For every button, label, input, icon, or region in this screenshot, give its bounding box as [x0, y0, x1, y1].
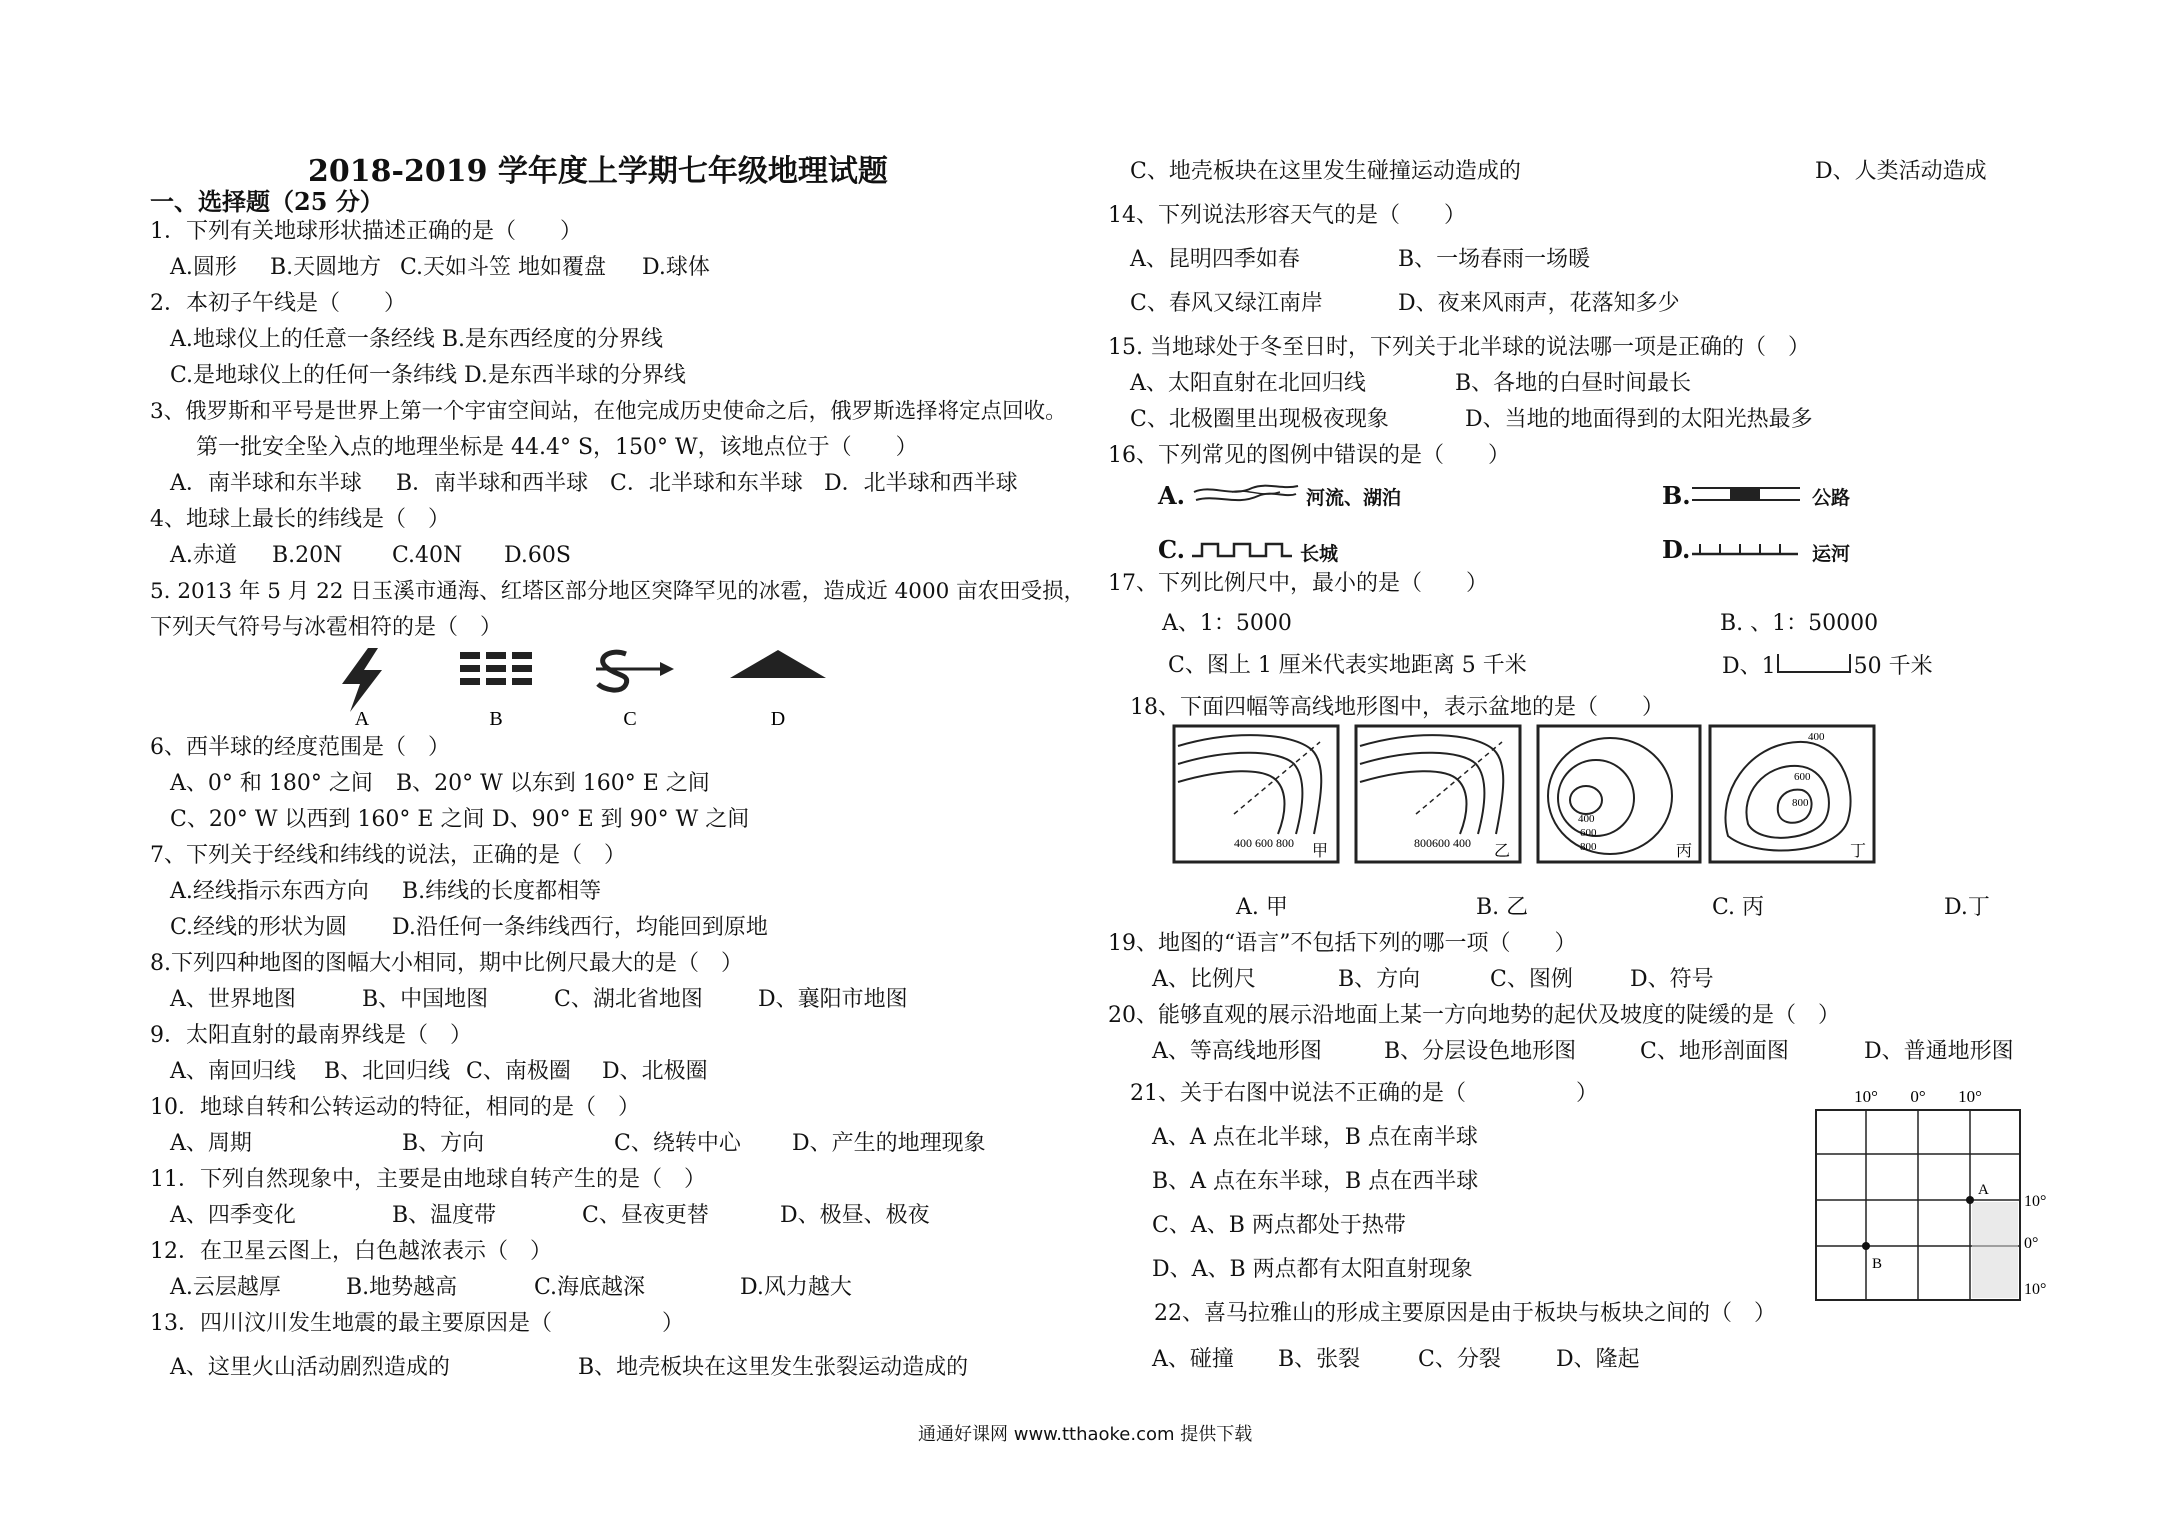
- question-17: 17、下列比例尺中，最小的是（ ）: [1108, 571, 1488, 596]
- question-22: 22、喜马拉雅山的形成主要原因是由于板块与板块之间的（ ）: [1154, 1301, 1776, 1326]
- question-13: 13．四川汶川发生地震的最主要原因是（ ）: [150, 1311, 684, 1336]
- q1-option-b: B.天圆地方: [270, 255, 382, 280]
- q11-option-c: C、昼夜更替: [582, 1203, 709, 1228]
- q20-options: [1152, 1038, 2014, 1066]
- q4-options: [170, 542, 571, 570]
- question-4: 4、地球上最长的纬线是（ ）: [150, 507, 450, 532]
- q16-option-c: 长城: [1300, 543, 1339, 565]
- q9-option-c: C、南极圈: [466, 1059, 571, 1084]
- q18-option-d: D.丁: [1944, 895, 1990, 920]
- question-15: 15. 当地球处于冬至日时，下列关于北半球的说法哪一项是正确的（ ）: [1108, 335, 1810, 360]
- q19-options: [1152, 966, 1714, 994]
- contour-ding-400: 400: [1808, 731, 1825, 743]
- q10-options: [170, 1130, 986, 1158]
- q11-option-d: D、极昼、极夜: [780, 1203, 930, 1228]
- q19-option-b: B、方向: [1338, 967, 1421, 992]
- contour-ding-800: 800: [1792, 797, 1809, 809]
- q7-option-c: C.经线的形状为圆: [170, 915, 348, 940]
- question-9: 9．太阳直射的最南界线是（ ）: [150, 1023, 472, 1048]
- q6-options-ab: [170, 770, 710, 798]
- q14-options-cd: [1130, 290, 1680, 318]
- grid-top-label-west: 10°: [1854, 1087, 1878, 1106]
- question-5: 5. 2013 年 5 月 22 日玉溪市通海、红塔区部分地区突降罕见的冰雹，造成近 4000 亩农田受损，: [150, 579, 1086, 604]
- question-10: 10．地球自转和公转运动的特征，相同的是（ ）: [150, 1095, 640, 1120]
- q10-option-c: C、绕转中心: [614, 1131, 741, 1156]
- question-18: 18、下面四幅等高线地形图中，表示盆地的是（ ）: [1130, 695, 1664, 720]
- q13-option-b: B、地壳板块在这里发生张裂运动造成的: [578, 1355, 969, 1380]
- lightning-icon: [342, 648, 382, 712]
- q3-options: [170, 470, 1018, 498]
- q18-option-a: A. 甲: [1236, 895, 1288, 920]
- q4-option-c: C.40N: [392, 543, 463, 568]
- grid-side-label-south: 10°: [2024, 1281, 2047, 1298]
- question-7: 7、下列关于经线和纬线的说法，正确的是（ ）: [150, 843, 626, 868]
- q7-options-ab: [170, 878, 601, 906]
- q13-option-a: A、这里火山活动剧烈造成的: [170, 1355, 450, 1380]
- q13-options-ab: [170, 1354, 968, 1382]
- q17-option-b: B. 、1：50000: [1720, 611, 1879, 636]
- q7-options-cd: [170, 914, 768, 942]
- question-2: 2．本初子午线是（ ）: [150, 291, 406, 316]
- q16-letter-c: C.: [1158, 535, 1186, 564]
- q3-option-a: A．南半球和东半球: [170, 471, 362, 496]
- q8-options: [170, 986, 908, 1014]
- contour-bing-800: 800: [1580, 841, 1597, 853]
- q1-option-c: C.天如斗笠 地如覆盘: [400, 255, 607, 280]
- section-heading: 一、选择题（25 分）: [150, 187, 384, 216]
- contour-jia-name: 甲: [1312, 843, 1329, 860]
- q11-option-a: A、四季变化: [170, 1203, 296, 1228]
- q3-option-d: D．北半球和西半球: [824, 471, 1018, 496]
- road-symbol-icon: [1690, 484, 1802, 506]
- q6-options-cd: [170, 806, 749, 834]
- q7-option-b: B.纬线的长度都相等: [402, 879, 602, 904]
- fog-icon: [460, 652, 532, 685]
- q9-option-a: A、南回归线: [170, 1059, 296, 1084]
- q4-option-a: A.赤道: [170, 543, 237, 568]
- q17-option-d-end: 50 千米: [1853, 654, 1933, 679]
- question-16: 16、下列常见的图例中错误的是（ ）: [1108, 443, 1510, 468]
- q20-option-d: D、普通地形图: [1864, 1039, 2014, 1064]
- contour-yi-name: 乙: [1494, 843, 1511, 860]
- q8-option-c: C、湖北省地图: [554, 987, 703, 1012]
- question-5-cont: 下列天气符号与冰雹相符的是（ ）: [150, 615, 503, 640]
- q10-option-a: A、周期: [170, 1131, 252, 1156]
- q4-option-b: B.20N: [272, 543, 343, 568]
- q6-option-c: C、20° W 以西到 160° E 之间: [170, 807, 485, 832]
- weather-label-d: D: [770, 708, 786, 730]
- q7-option-a: A.经线指示东西方向: [170, 879, 369, 904]
- q10-option-b: B、方向: [402, 1131, 485, 1156]
- contour-map-yi: [1354, 724, 1524, 866]
- q6-option-d: D、90° E 到 90° W 之间: [492, 807, 750, 832]
- q12-option-c: C.海底越深: [534, 1275, 646, 1300]
- weather-symbols: [330, 640, 830, 730]
- q21-option-c: C、A、B 两点都处于热带: [1152, 1213, 1406, 1238]
- q3-option-b: B．南半球和西半球: [396, 471, 589, 496]
- footer-source: 通通好课网 www.tthaoke.com 提供下载: [918, 1424, 1253, 1445]
- weather-label-a: A: [354, 708, 370, 730]
- grid-side-label-north: 10°: [2024, 1193, 2047, 1210]
- great-wall-symbol-icon: [1190, 538, 1294, 562]
- q9-options: [170, 1058, 708, 1086]
- q3-option-c: C．北半球和东半球: [610, 471, 803, 496]
- q17-option-d-start: D、1: [1722, 654, 1776, 679]
- q15-option-c: C、北极圈里出现极夜现象: [1130, 407, 1389, 432]
- question-3: 3、俄罗斯和平号是世界上第一个宇宙空间站，在他完成历史使命之后，俄罗斯选择将定点回收。: [150, 399, 1067, 424]
- grid-point-b: [1862, 1242, 1870, 1250]
- q22-option-c: C、分裂: [1418, 1347, 1501, 1372]
- grid-top-label-east: 10°: [1958, 1087, 1982, 1106]
- river-symbol-icon: [1192, 480, 1302, 510]
- question-19: 19、地图的“语言”不包括下列的哪一项（ ）: [1108, 931, 1577, 956]
- q8-option-b: B、中国地图: [362, 987, 489, 1012]
- canal-symbol-icon: [1690, 538, 1800, 562]
- contour-map-ding: [1708, 724, 1878, 866]
- q20-option-c: C、地形剖面图: [1640, 1039, 1789, 1064]
- grid-point-a: [1966, 1196, 1974, 1204]
- q17-option-c: C、图上 1 厘米代表实地距离 5 千米: [1168, 653, 1527, 678]
- sandstorm-icon: [596, 652, 674, 690]
- q15-option-b: B、各地的白昼时间最长: [1455, 371, 1692, 396]
- q1-option-d: D.球体: [642, 255, 710, 280]
- q12-option-d: D.风力越大: [740, 1275, 852, 1300]
- q1-option-a: A.圆形: [170, 255, 237, 280]
- q16-option-a: 河流、湖泊: [1306, 487, 1402, 509]
- q15-option-a: A、太阳直射在北回归线: [1130, 371, 1366, 396]
- q22-options: [1152, 1346, 1640, 1374]
- grid-point-b-label: B: [1872, 1256, 1883, 1272]
- q14-option-a: A、昆明四季如春: [1130, 247, 1300, 272]
- q8-option-a: A、世界地图: [170, 987, 296, 1012]
- q16-option-b: 公路: [1812, 487, 1851, 509]
- q6-option-a: A、0° 和 180° 之间: [170, 771, 373, 796]
- question-14: 14、下列说法形容天气的是（ ）: [1108, 203, 1466, 228]
- q21-option-b: B、A 点在东半球，B 点在西半球: [1152, 1169, 1479, 1194]
- contour-yi-values: 800600 400: [1414, 836, 1471, 850]
- q19-option-c: C、图例: [1490, 967, 1573, 992]
- q22-option-b: B、张裂: [1278, 1347, 1361, 1372]
- q17-option-d: [1722, 652, 1933, 681]
- q15-options-ab: [1130, 370, 1691, 398]
- question-1: 1．下列有关地球形状描述正确的是（ ）: [150, 219, 582, 244]
- q1-options: [170, 254, 710, 282]
- question-21: 21、关于右图中说法不正确的是（ ）: [1130, 1081, 1598, 1106]
- q9-option-b: B、北回归线: [324, 1059, 451, 1084]
- q16-letter-b: B.: [1662, 481, 1691, 510]
- grid-side-label-zero: 0°: [2024, 1235, 2039, 1252]
- q20-option-b: B、分层设色地形图: [1384, 1039, 1577, 1064]
- q2-option-ab: A.地球仪上的任意一条经线 B.是东西经度的分界线: [170, 327, 664, 352]
- q14-options-ab: [1130, 246, 1590, 274]
- q16-option-d: 运河: [1812, 543, 1851, 565]
- q17-option-a: A、1：5000: [1162, 611, 1292, 636]
- q20-option-a: A、等高线地形图: [1152, 1039, 1322, 1064]
- q16-letter-a: A.: [1158, 481, 1185, 510]
- question-11: 11．下列自然现象中，主要是由地球自转产生的是（ ）: [150, 1167, 706, 1192]
- q19-option-a: A、比例尺: [1152, 967, 1256, 992]
- question-20: 20、能够直观的展示沿地面上某一方向地势的起伏及坡度的陡缓的是（ ）: [1108, 1003, 1840, 1028]
- contour-jia-values: 400 600 800: [1234, 836, 1294, 850]
- q15-options-cd: [1130, 406, 1813, 434]
- q13-option-c: C、地壳板块在这里发生碰撞运动造成的: [1130, 159, 1521, 184]
- q18-option-b: B. 乙: [1476, 895, 1529, 920]
- q16-letter-d: D.: [1662, 535, 1691, 564]
- q22-option-a: A、碰撞: [1152, 1347, 1234, 1372]
- weather-label-b: B: [489, 708, 503, 730]
- q11-option-b: B、温度带: [392, 1203, 497, 1228]
- q12-option-a: A.云层越厚: [170, 1275, 281, 1300]
- contour-bing-600: 600: [1580, 827, 1597, 839]
- contour-bing-400: 400: [1578, 813, 1595, 825]
- q21-option-a: A、A 点在北半球，B 点在南半球: [1152, 1125, 1478, 1150]
- q4-option-d: D.60S: [504, 543, 571, 568]
- grid-top-label-zero: 0°: [1910, 1087, 1926, 1106]
- q12-option-b: B.地势越高: [346, 1275, 458, 1300]
- q8-option-d: D、襄阳市地图: [758, 987, 908, 1012]
- question-12: 12．在卫星云图上，白色越浓表示（ ）: [150, 1239, 552, 1264]
- contour-bing-name: 丙: [1676, 843, 1693, 860]
- q6-option-b: B、20° W 以东到 160° E 之间: [396, 771, 710, 796]
- q13-option-d: D、人类活动造成: [1815, 159, 1987, 184]
- q10-option-d: D、产生的地理现象: [792, 1131, 986, 1156]
- question-3-cont: 第一批安全坠入点的地理坐标是 44.4° S，150° W，该地点位于（ ）: [196, 435, 918, 460]
- q18-option-c: C. 丙: [1712, 895, 1765, 920]
- q9-option-d: D、北极圈: [602, 1059, 708, 1084]
- scale-bar-icon: [1776, 652, 1854, 676]
- q7-option-d: D.沿任何一条纬线西行，均能回到原地: [392, 915, 768, 940]
- page-title: 2018-2019 学年度上学期七年级地理试题: [308, 154, 888, 189]
- q2-option-cd: C.是地球仪上的任何一条纬线 D.是东西半球的分界线: [170, 363, 686, 388]
- contour-ding-600: 600: [1794, 771, 1811, 783]
- q12-options: [170, 1274, 852, 1302]
- q21-option-d: D、A、B 两点都有太阳直射现象: [1152, 1257, 1473, 1282]
- q14-option-d: D、夜来风雨声，花落知多少: [1398, 291, 1680, 316]
- grid-point-a-label: A: [1978, 1182, 1989, 1198]
- q14-option-c: C、春风又绿江南岸: [1130, 291, 1323, 316]
- q19-option-d: D、符号: [1630, 967, 1714, 992]
- question-8: 8.下列四种地图的图幅大小相同，期中比例尺最大的是（ ）: [150, 951, 743, 976]
- lat-long-grid: [1812, 1082, 2048, 1304]
- contour-map-jia: [1172, 724, 1342, 866]
- contour-ding-name: 丁: [1850, 843, 1867, 860]
- question-6: 6、西半球的经度范围是（ ）: [150, 735, 450, 760]
- contour-map-bing: [1536, 724, 1704, 866]
- hail-icon: [730, 650, 826, 678]
- weather-label-c: C: [623, 708, 637, 730]
- q14-option-b: B、一场春雨一场暖: [1398, 247, 1591, 272]
- q22-option-d: D、隆起: [1556, 1347, 1640, 1372]
- q15-option-d: D、当地的地面得到的太阳光热最多: [1465, 407, 1813, 432]
- q11-options: [170, 1202, 930, 1230]
